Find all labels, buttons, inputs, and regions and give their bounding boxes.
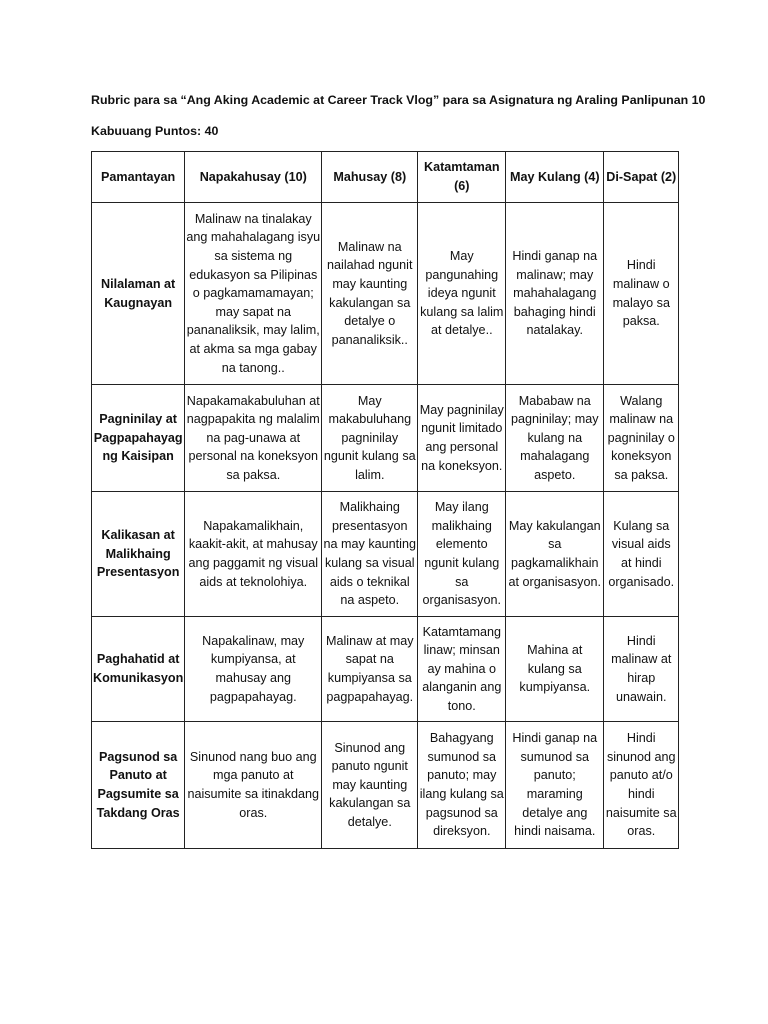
criterion-cell: Paghahatid at Komunikasyon — [92, 617, 185, 722]
table-cell: Hindi malinaw o malayo sa paksa. — [604, 203, 679, 385]
column-header: Pamantayan — [92, 152, 185, 203]
table-cell: Sinunod ang panuto ngunit may kaunting kakulangan sa detalye. — [322, 722, 418, 849]
rubric-table — [91, 151, 679, 849]
table-cell: Mababaw na pagninilay; may kulang na mahalagang aspeto. — [506, 385, 604, 492]
table-cell: Hindi sinunod ang panuto at/o hindi naisumite sa oras. — [604, 722, 679, 849]
table-cell: Hindi ganap na malinaw; may mahahalagang bahaging hindi natalakay. — [506, 203, 604, 385]
table-cell: May pagninilay ngunit limitado ang personal na koneksyon. — [418, 385, 506, 492]
criterion-cell: Pagsunod sa Panuto at Pagsumite sa Takdang Oras — [92, 722, 185, 849]
criterion-cell: Pagninilay at Pagpapahayag ng Kaisipan — [92, 385, 185, 492]
table-cell: May pangunahing ideya ngunit kulang sa lalim at detalye.. — [418, 203, 506, 385]
table-cell: Napakalinaw, may kumpiyansa, at mahusay ang pagpapahayag. — [185, 617, 322, 722]
table-cell: May kakulangan sa pagkamalikhain at organisasyon. — [506, 492, 604, 617]
table-row — [92, 617, 679, 722]
table-cell: Hindi ganap na sumunod sa panuto; maraming detalye ang hindi naisama. — [506, 722, 604, 849]
table-cell: Malinaw na tinalakay ang mahahalagang isyu sa sistema ng edukasyon sa Pilipinas o pagkamamamayan; may sapat na pananaliksik, may lalim, at akma sa mga gabay na tanong.. — [185, 203, 322, 385]
table-cell: Napakamakabuluhan at nagpapakita ng malalim na pag-unawa at personal na koneksyon sa paksa. — [185, 385, 322, 492]
column-header: Katamtaman (6) — [418, 152, 506, 203]
table-cell: Mahina at kulang sa kumpiyansa. — [506, 617, 604, 722]
criterion-cell: Nilalaman at Kaugnayan — [92, 203, 185, 385]
table-cell: Hindi malinaw at hirap unawain. — [604, 617, 679, 722]
table-cell: Sinunod nang buo ang mga panuto at naisumite sa itinakdang oras. — [185, 722, 322, 849]
table-cell: May makabuluhang pagninilay ngunit kulang sa lalim. — [322, 385, 418, 492]
table-row — [92, 722, 679, 849]
table-cell: May ilang malikhaing elemento ngunit kulang sa organisasyon. — [418, 492, 506, 617]
column-header: May Kulang (4) — [506, 152, 604, 203]
total-points: Kabuuang Puntos: 40 — [91, 124, 219, 138]
table-cell: Napakamalikhain, kaakit-akit, at mahusay ang paggamit ng visual aids at teknolohiya. — [185, 492, 322, 617]
table-row — [92, 385, 679, 492]
table-cell: Malinaw at may sapat na kumpiyansa sa pagpapahayag. — [322, 617, 418, 722]
table-cell: Kulang sa visual aids at hindi organisado. — [604, 492, 679, 617]
column-header: Mahusay (8) — [322, 152, 418, 203]
column-header: Di-Sapat (2) — [604, 152, 679, 203]
table-cell: Malinaw na nailahad ngunit may kaunting kakulangan sa detalye o pananaliksik.. — [322, 203, 418, 385]
table-row — [92, 492, 679, 617]
table-header-row — [92, 152, 679, 203]
column-header: Napakahusay (10) — [185, 152, 322, 203]
table-cell: Bahagyang sumunod sa panuto; may ilang kulang sa pagsunod sa direksyon. — [418, 722, 506, 849]
table-row — [92, 203, 679, 385]
table-cell: Katamtamang linaw; minsan ay mahina o alanganin ang tono. — [418, 617, 506, 722]
document-title: Rubric para sa “Ang Aking Academic at Career Track Vlog” para sa Asignatura ng Araling Panlipunan 10 — [91, 93, 706, 107]
criterion-cell: Kalikasan at Malikhaing Presentasyon — [92, 492, 185, 617]
table-cell: Malikhaing presentasyon na may kaunting kulang sa visual aids o teknikal na aspeto. — [322, 492, 418, 617]
table-cell: Walang malinaw na pagninilay o koneksyon sa paksa. — [604, 385, 679, 492]
